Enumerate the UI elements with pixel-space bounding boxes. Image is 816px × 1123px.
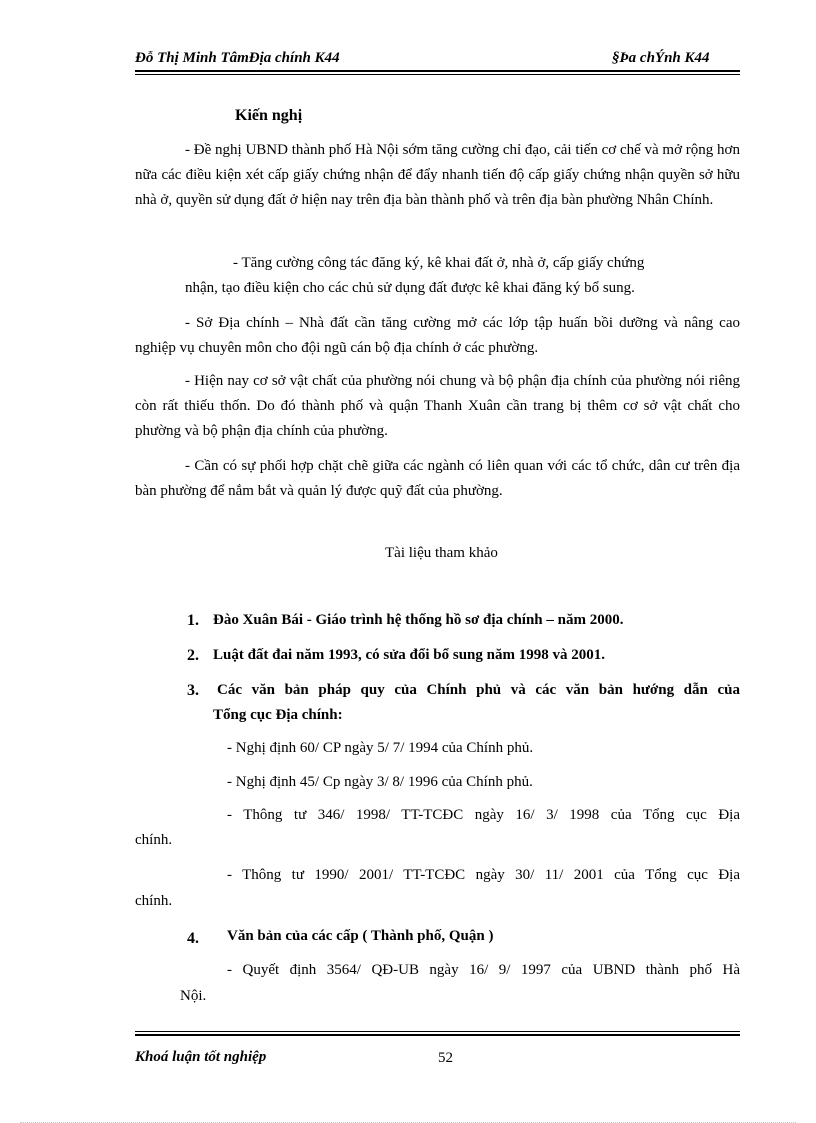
reference-2-number: 2. bbox=[187, 647, 199, 664]
reference-3-sub-2: - Nghị định 45/ Cp ngày 3/ 8/ 1996 của Chính phủ. bbox=[227, 774, 533, 790]
reference-3-sub-4-line-1: - Thông tư 1990/ 2001/ TT-TCĐC ngày 30/ 11/ 2001 của Tổng cục Địa bbox=[227, 867, 740, 883]
header-author: Đỗ Thị Minh TâmĐịa chính K44 bbox=[135, 50, 340, 66]
footer-page-number: 52 bbox=[438, 1050, 453, 1066]
reference-3-line-1: Các văn bản pháp quy của Chính phủ và các văn bản hướng dẫn của bbox=[217, 682, 740, 698]
footer-rule-thick bbox=[135, 1034, 740, 1036]
footer-thesis-label: Khoá luận tốt nghiệp bbox=[135, 1049, 267, 1065]
references-heading: Tài liệu tham khảo bbox=[385, 545, 498, 561]
reference-4-sub-1-line-1: - Quyết định 3564/ QĐ-UB ngày 16/ 9/ 1997 của UBND thành phố Hà bbox=[227, 962, 740, 978]
recommendation-para-3: - Sở Địa chính – Nhà đất cần tăng cường mở các lớp tập huấn bồi dưỡng và nâng cao nghiệp vụ chuyên môn cho đội ngũ cán bộ địa chính ở các phường. bbox=[135, 315, 740, 356]
recommendations-heading: Kiến nghị bbox=[235, 107, 303, 124]
recommendation-para-2-line-2: nhận, tạo điều kiện cho các chủ sử dụng đất được kê khai đăng ký bổ sung. bbox=[185, 280, 635, 296]
recommendation-para-2-line-1: - Tăng cường công tác đăng ký, kê khai đất ở, nhà ở, cấp giấy chứng bbox=[233, 255, 645, 271]
reference-4-number: 4. bbox=[187, 930, 199, 947]
header-rule-thick bbox=[135, 70, 740, 72]
reference-4-sub-1-line-2: Nội. bbox=[180, 988, 207, 1004]
reference-3-sub-3-line-1: - Thông tư 346/ 1998/ TT-TCĐC ngày 16/ 3/ 1998 của Tổng cục Địa bbox=[227, 807, 740, 823]
reference-1-number: 1. bbox=[187, 612, 199, 629]
recommendation-para-5: - Cần có sự phối hợp chặt chẽ giữa các ngành có liên quan với các tổ chức, dân cư trên địa bàn phường để nắm bắt và quản lý được quỹ đất của phường. bbox=[135, 458, 740, 499]
reference-4-text: Văn bản của các cấp ( Thành phố, Quận ) bbox=[227, 928, 494, 944]
reference-2-text: Luật đất đai năm 1993, có sửa đổi bổ sung năm 1998 và 2001. bbox=[213, 647, 605, 663]
reference-3-sub-1: - Nghị định 60/ CP ngày 5/ 7/ 1994 của Chính phủ. bbox=[227, 740, 534, 756]
reference-3-sub-3-line-2: chính. bbox=[135, 832, 173, 848]
header-rule-thin bbox=[135, 74, 740, 75]
reference-3-sub-4-line-2: chính. bbox=[135, 893, 173, 909]
reference-3-line-2: Tổng cục Địa chính: bbox=[213, 707, 343, 723]
header-department: §Þa chÝnh K44 bbox=[612, 50, 710, 66]
recommendation-para-1: - Đề nghị UBND thành phố Hà Nội sớm tăng cường chỉ đạo, cải tiến cơ chế và mở rộng hơn nữa các điều kiện xét cấp giấy chứng nhận để đẩy nhanh tiến độ cấp giấy chứng nhận quyền sở hữu nhà ở, quyền sử dụng đất ở hiện nay trên địa bàn thành phố và trên địa bàn phường Nhân Chính. bbox=[135, 142, 740, 208]
footer-rule-thin bbox=[135, 1031, 740, 1032]
reference-1-text: Đào Xuân Bái - Giáo trình hệ thống hồ sơ địa chính – năm 2000. bbox=[213, 612, 624, 628]
reference-3-number: 3. bbox=[187, 682, 199, 699]
recommendation-para-4: - Hiện nay cơ sở vật chất của phường nói chung và bộ phận địa chính của phường nói riêng còn rất thiếu thốn. Do đó thành phố và quận Thanh Xuân cần trang bị thêm cơ sở vật chất cho phường và bộ phận địa chính của phường. bbox=[135, 373, 740, 439]
